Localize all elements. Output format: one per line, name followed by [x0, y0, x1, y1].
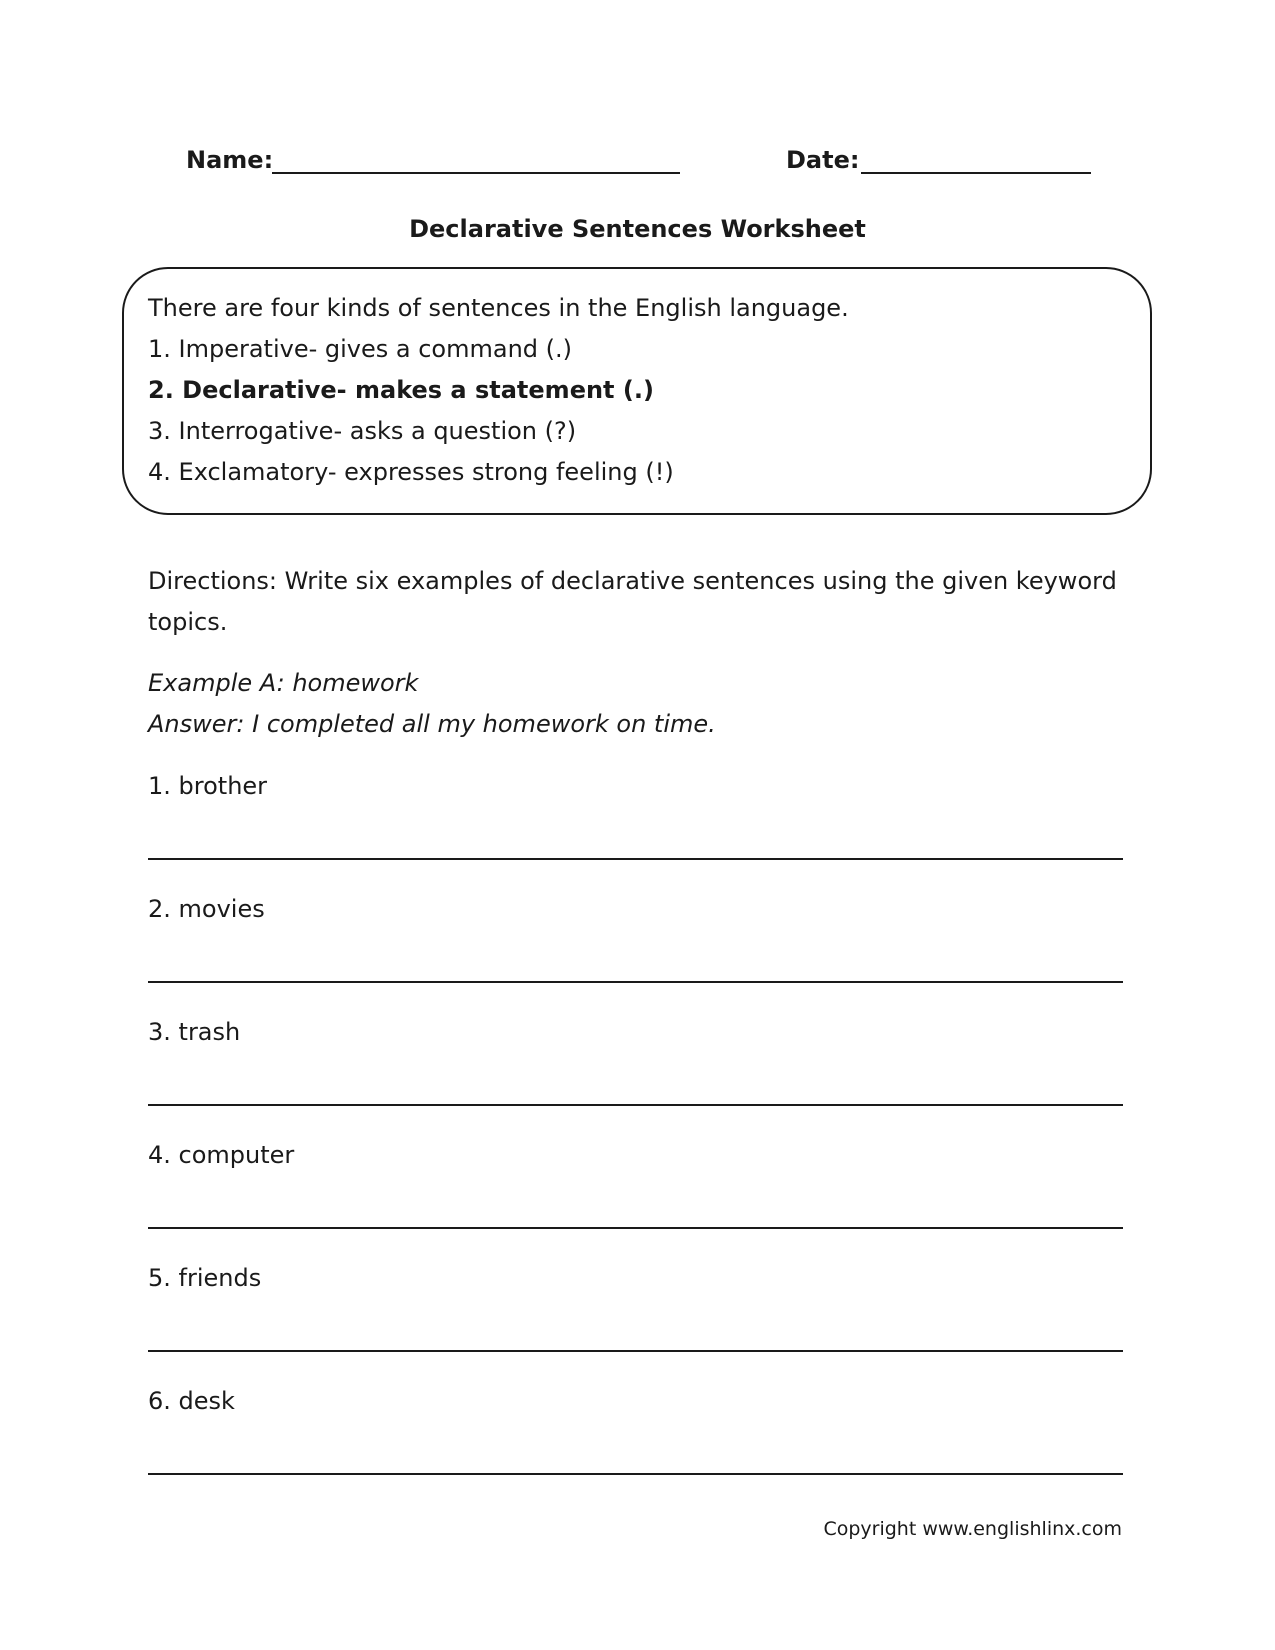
info-intro: There are four kinds of sentences in the English language.: [148, 294, 849, 322]
answer-line-2[interactable]: [148, 981, 1123, 983]
page-title: Declarative Sentences Worksheet: [409, 215, 866, 243]
answer-line-6[interactable]: [148, 1473, 1123, 1475]
question-1: 1. brother: [148, 772, 268, 800]
directions-line-1: Directions: Write six examples of declarative sentences using the given keyword: [148, 567, 1117, 595]
question-5: 5. friends: [148, 1264, 262, 1292]
info-item-exclamatory: 4. Exclamatory- expresses strong feeling (!): [148, 458, 674, 486]
answer-line-1[interactable]: [148, 858, 1123, 860]
name-field[interactable]: [272, 172, 680, 174]
question-2: 2. movies: [148, 895, 265, 923]
answer-line-4[interactable]: [148, 1227, 1123, 1229]
info-item-interrogative: 3. Interrogative- asks a question (?): [148, 417, 577, 445]
question-4: 4. computer: [148, 1141, 295, 1169]
info-item-imperative: 1. Imperative- gives a command (.): [148, 335, 573, 363]
directions-line-2: topics.: [148, 608, 228, 636]
answer-line-5[interactable]: [148, 1350, 1123, 1352]
date-field[interactable]: [861, 172, 1091, 174]
info-item-declarative: 2. Declarative- makes a statement (.): [148, 376, 654, 404]
question-3: 3. trash: [148, 1018, 241, 1046]
date-label: Date:: [786, 146, 860, 174]
name-label: Name:: [186, 146, 274, 174]
answer-line-3[interactable]: [148, 1104, 1123, 1106]
question-6: 6. desk: [148, 1387, 235, 1415]
copyright-text: Copyright www.englishlinx.com: [823, 1518, 1122, 1540]
example-prompt: Example A: homework: [148, 669, 419, 697]
header-row: [0, 146, 1275, 186]
example-answer: Answer: I completed all my homework on time.: [148, 710, 716, 738]
